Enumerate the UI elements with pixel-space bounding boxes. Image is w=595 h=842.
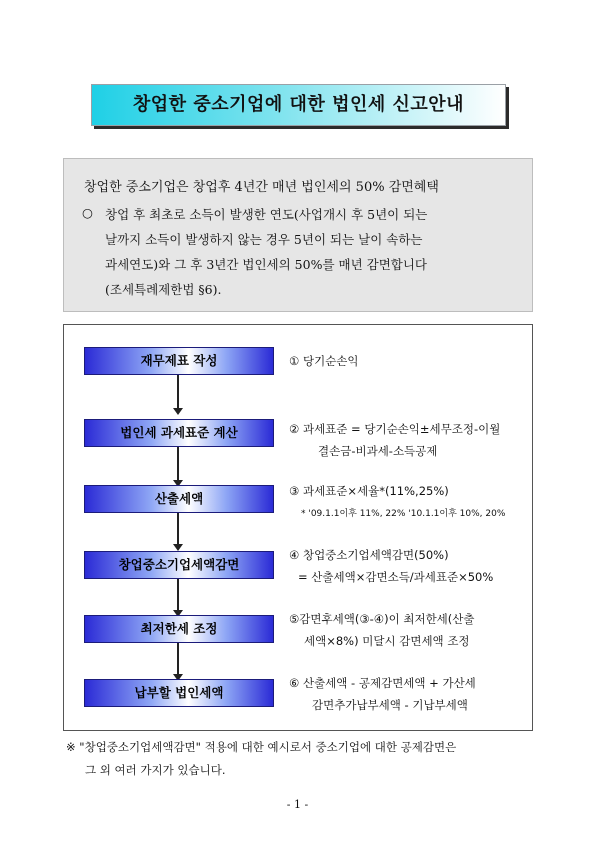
step-desc: 결손금-비과세-소득공제 [318,444,438,458]
step-label: 산출세액 [154,491,204,506]
footnote-line: ※ "창업중소기업세액감면" 적용에 대한 예시로서 중소기업에 대한 공제감면은 [66,740,457,754]
arrow-down [177,643,179,679]
page-number: - 1 - [286,798,309,811]
tax-rate-note: * '09.1.1이후 11%, 22% '10.1.1이후 10%, 20% [301,509,506,519]
step-label: 최저한세 조정 [140,621,218,636]
step-tax-base [84,419,274,447]
step-label: 법인세 과세표준 계산 [120,425,238,440]
step-desc: 감면추가납부세액 - 기납부세액 [312,698,468,712]
summary-headline: 창업한 중소기업은 창업후 4년간 매년 법인세의 50% 감면혜택 [84,180,439,195]
step-startup-reduction [84,551,274,579]
step-desc: ① 당기순손익 [289,354,359,368]
summary-box [63,158,533,312]
step-label: 납부할 법인세액 [134,685,224,700]
arrow-down [177,513,179,549]
arrow-down [177,579,179,615]
step-desc: ② 과세표준 = 당기순손익±세무조정-이월 [289,422,501,436]
bullet-circle: ○ [82,205,93,220]
footnote-line: 그 외 여러 가지가 있습니다. [85,763,226,777]
step-desc: ⑥ 산출세액 - 공제감면세액 + 가산세 [289,676,476,690]
summary-line: 과세연도)와 그 후 3년간 법인세의 50%를 매년 감면합니다 [105,257,428,272]
page-title: 창업한 중소기업에 대한 법인세 신고안내 [132,94,465,115]
summary-line: (조세특례제한법 §6). [105,282,222,297]
step-desc: 세액×8%) 미달시 감면세액 조정 [304,634,470,648]
step-minimum-tax [84,615,274,643]
step-financial-statements [84,347,274,375]
summary-line: 날까지 소득이 발생하지 않는 경우 5년이 되는 날이 속하는 [105,232,423,247]
arrow-down [177,375,179,413]
step-label: 재무제표 작성 [140,353,218,368]
step-desc: ③ 과세표준×세율*(11%,25%) [289,484,449,498]
summary-line: 창업 후 최초로 소득이 발생한 연도(사업개시 후 5년이 되는 [105,207,428,222]
step-calculated-tax [84,485,274,513]
step-desc: ④ 창업중소기업세액감면(50%) [289,548,449,562]
arrow-down [177,447,179,485]
step-label: 창업중소기업세액감면 [118,557,240,572]
title-banner [91,84,506,126]
step-desc: = 산출세액×감면소득/과세표준×50% [298,570,494,584]
step-desc: ⑤감면후세액(③-④)이 최저한세(산출 [289,612,475,626]
process-flowchart [63,324,533,731]
step-tax-payable [84,679,274,707]
